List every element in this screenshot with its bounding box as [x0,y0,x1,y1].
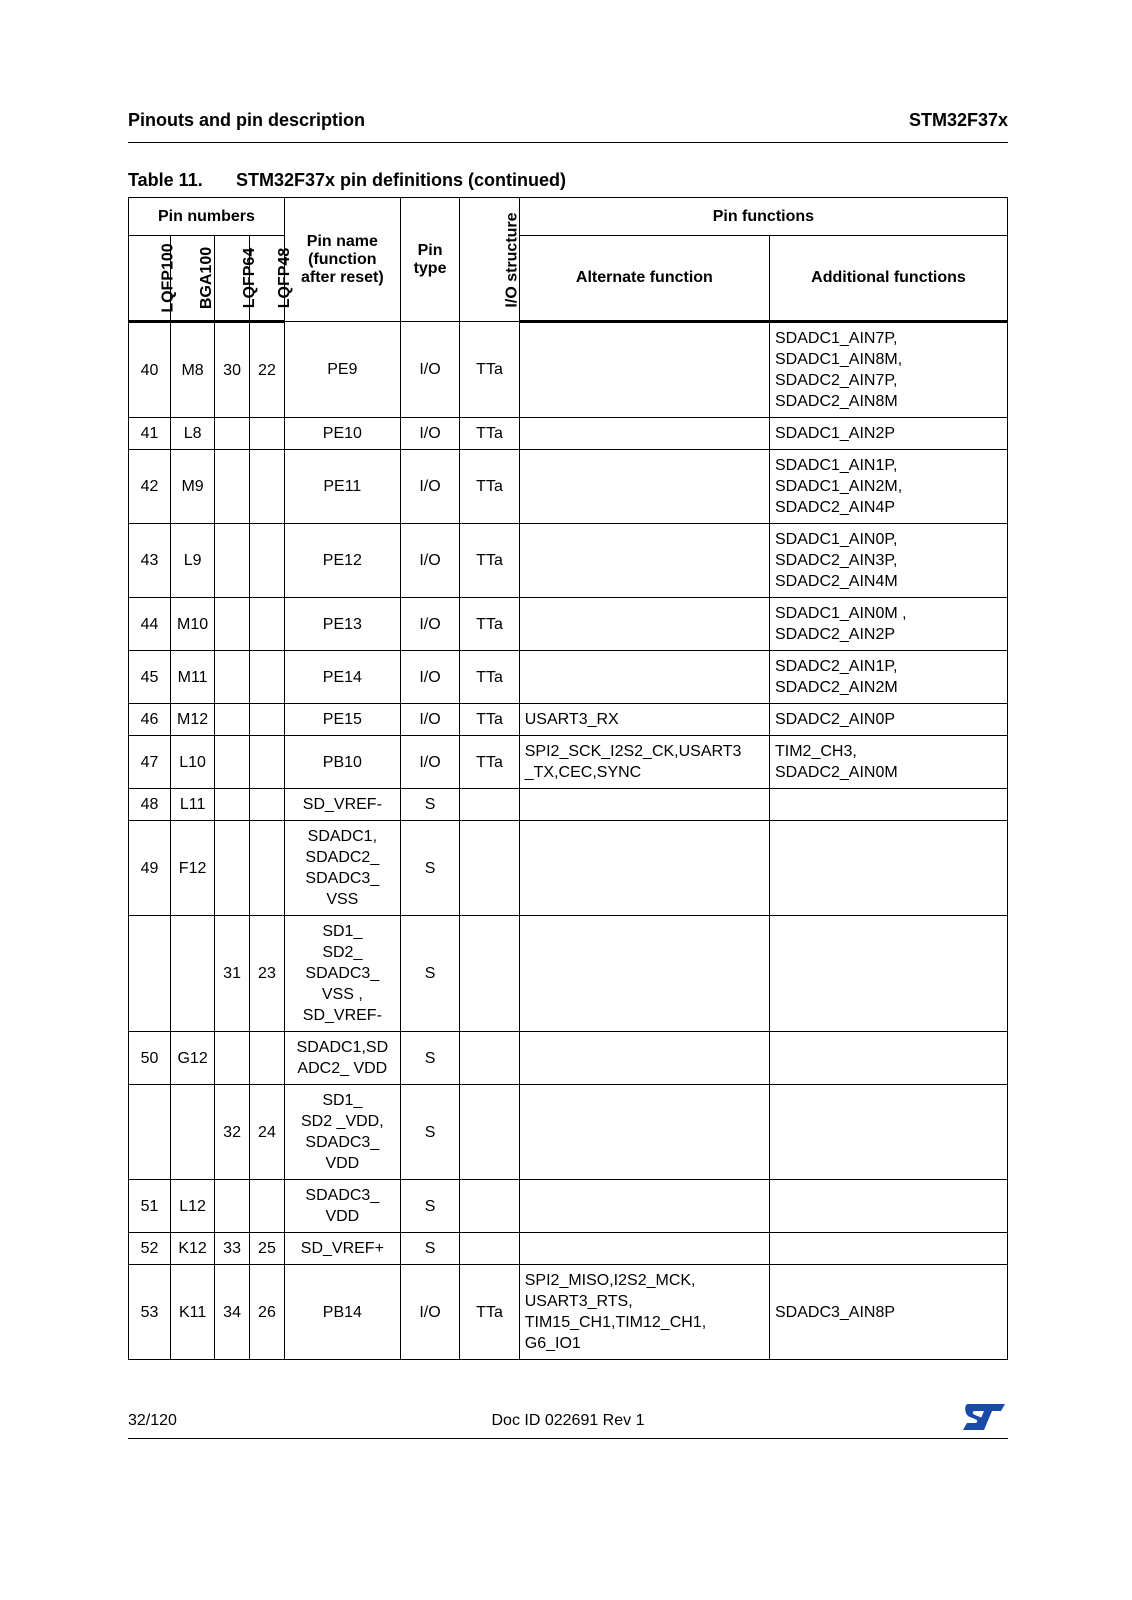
cell-lqfp100: 51 [129,1180,171,1233]
cell-lqfp100: 45 [129,651,171,704]
cell-lqfp64: 31 [215,916,250,1032]
cell-lqfp48 [250,1032,285,1085]
cell-pin-type: S [400,1032,459,1085]
cell-alternate-function [519,1085,769,1180]
cell-pin-type: I/O [400,524,459,598]
cell-alternate-function: SPI2_MISO,I2S2_MCK, USART3_RTS, TIM15_CH1,TIM12_CH1, G6_IO1 [519,1265,769,1360]
cell-io-structure [460,821,519,916]
cell-additional-functions: SDADC2_AIN0P [770,704,1008,736]
cell-bga100: K12 [171,1233,215,1265]
table-title: STM32F37x pin definitions (continued) [236,170,567,190]
cell-io-structure: TTa [460,1265,519,1360]
cell-additional-functions: SDADC1_AIN2P [770,418,1008,450]
cell-pin-name: SD_VREF- [284,789,400,821]
header-io-structure-label: I/O structure [503,211,521,308]
page-number: 32/120 [128,1412,177,1429]
cell-additional-functions: TIM2_CH3, SDADC2_AIN0M [770,736,1008,789]
table-row [129,704,1008,736]
cell-pin-type: I/O [400,1265,459,1360]
cell-lqfp64: 30 [215,322,250,418]
cell-io-structure [460,1085,519,1180]
cell-lqfp100: 46 [129,704,171,736]
cell-io-structure [460,916,519,1032]
cell-additional-functions: SDADC1_AIN0M , SDADC2_AIN2P [770,598,1008,651]
cell-lqfp48 [250,789,285,821]
cell-lqfp100: 47 [129,736,171,789]
header-alternate-function: Alternate function [519,236,769,322]
cell-lqfp48: 24 [250,1085,285,1180]
cell-bga100: M10 [171,598,215,651]
cell-pin-name: PE15 [284,704,400,736]
cell-additional-functions [770,789,1008,821]
cell-io-structure: TTa [460,598,519,651]
cell-alternate-function [519,821,769,916]
table-row [129,524,1008,598]
cell-bga100: M8 [171,322,215,418]
cell-lqfp100: 48 [129,789,171,821]
cell-io-structure: TTa [460,322,519,418]
cell-lqfp64 [215,524,250,598]
cell-lqfp48: 23 [250,916,285,1032]
cell-alternate-function [519,651,769,704]
cell-bga100: M12 [171,704,215,736]
cell-lqfp64 [215,789,250,821]
table-row [129,1032,1008,1085]
header-pin-numbers: Pin numbers [129,198,285,236]
cell-pin-type: I/O [400,704,459,736]
cell-alternate-function [519,789,769,821]
cell-alternate-function [519,598,769,651]
st-logo-icon [962,1402,1006,1437]
cell-io-structure [460,1233,519,1265]
header-pin-name: Pin name (function after reset) [284,198,400,322]
cell-bga100: L11 [171,789,215,821]
table-row [129,322,1008,418]
cell-alternate-function [519,450,769,524]
page-footer [128,1410,1008,1439]
cell-lqfp48 [250,736,285,789]
table-row [129,1265,1008,1360]
cell-additional-functions: SDADC1_AIN7P, SDADC1_AIN8M, SDADC2_AIN7P, SDADC2_AIN8M [770,322,1008,418]
cell-alternate-function [519,1233,769,1265]
cell-lqfp64 [215,736,250,789]
cell-lqfp100: 41 [129,418,171,450]
cell-additional-functions [770,1233,1008,1265]
cell-lqfp64: 34 [215,1265,250,1360]
cell-alternate-function [519,1032,769,1085]
cell-pin-name: PE12 [284,524,400,598]
cell-io-structure: TTa [460,524,519,598]
cell-bga100: G12 [171,1032,215,1085]
cell-lqfp48 [250,524,285,598]
cell-lqfp100: 53 [129,1265,171,1360]
cell-io-structure: TTa [460,418,519,450]
header-pin-functions: Pin functions [519,198,1007,236]
cell-lqfp100 [129,1085,171,1180]
cell-additional-functions [770,821,1008,916]
cell-pin-type: S [400,821,459,916]
cell-alternate-function [519,916,769,1032]
cell-lqfp100: 43 [129,524,171,598]
cell-pin-name: SDADC3_ VDD [284,1180,400,1233]
cell-lqfp64 [215,418,250,450]
cell-bga100: L9 [171,524,215,598]
cell-lqfp48 [250,651,285,704]
cell-lqfp48 [250,704,285,736]
cell-bga100: L8 [171,418,215,450]
cell-io-structure: TTa [460,736,519,789]
cell-pin-name: SDADC1,SD ADC2_ VDD [284,1032,400,1085]
cell-lqfp48 [250,598,285,651]
cell-io-structure [460,1032,519,1085]
header-bga100-label: BGA100 [198,246,216,310]
table-row [129,1233,1008,1265]
cell-pin-name: SD1_ SD2 _VDD, SDADC3_ VDD [284,1085,400,1180]
section-title: Pinouts and pin description [128,110,366,130]
header-lqfp48-label: LQFP48 [276,247,294,309]
cell-bga100 [171,916,215,1032]
cell-pin-name: PE13 [284,598,400,651]
product-name: STM32F37x [908,110,1008,130]
table-row [129,418,1008,450]
cell-lqfp64: 32 [215,1085,250,1180]
cell-lqfp100: 52 [129,1233,171,1265]
table-caption [128,170,566,191]
cell-lqfp48 [250,450,285,524]
cell-io-structure [460,789,519,821]
table-row [129,1085,1008,1180]
cell-io-structure: TTa [460,704,519,736]
table-row [129,651,1008,704]
cell-lqfp100: 44 [129,598,171,651]
cell-pin-type: I/O [400,322,459,418]
cell-pin-type: I/O [400,418,459,450]
cell-pin-name: SDADC1, SDADC2_ SDADC3_ VSS [284,821,400,916]
header-lqfp100 [129,236,177,322]
cell-lqfp48 [250,1180,285,1233]
cell-lqfp48 [250,418,285,450]
cell-lqfp100 [129,916,171,1032]
cell-pin-name: PE14 [284,651,400,704]
cell-lqfp64 [215,651,250,704]
header-lqfp64 [215,236,259,322]
cell-additional-functions: SDADC2_AIN1P, SDADC2_AIN2M [770,651,1008,704]
header-additional-functions: Additional functions [770,236,1008,322]
header-lqfp64-label: LQFP64 [241,247,259,309]
cell-lqfp48: 26 [250,1265,285,1360]
cell-pin-type: I/O [400,651,459,704]
cell-pin-name: PE10 [284,418,400,450]
cell-pin-type: S [400,1233,459,1265]
table-row [129,1180,1008,1233]
cell-lqfp64 [215,598,250,651]
cell-lqfp100: 42 [129,450,171,524]
doc-id: Doc ID 022691 Rev 1 [491,1412,645,1429]
cell-alternate-function [519,524,769,598]
table-row [129,789,1008,821]
cell-pin-name: PE9 [284,322,400,418]
cell-lqfp100: 50 [129,1032,171,1085]
header-io-structure [460,198,519,322]
table-row [129,916,1008,1032]
table-row [129,821,1008,916]
cell-lqfp48: 25 [250,1233,285,1265]
cell-lqfp64 [215,704,250,736]
cell-pin-name: SD1_ SD2_ SDADC3_ VSS , SD_VREF- [284,916,400,1032]
cell-bga100: M11 [171,651,215,704]
table-number: Table 11. [128,170,203,190]
cell-bga100: F12 [171,821,215,916]
cell-pin-type: I/O [400,736,459,789]
cell-lqfp100: 49 [129,821,171,916]
cell-pin-type: I/O [400,598,459,651]
cell-bga100: L10 [171,736,215,789]
cell-lqfp48: 22 [250,322,285,418]
table-row [129,450,1008,524]
cell-alternate-function [519,1180,769,1233]
cell-alternate-function [519,322,769,418]
cell-additional-functions [770,1032,1008,1085]
cell-bga100: K11 [171,1265,215,1360]
cell-pin-name: PB10 [284,736,400,789]
cell-io-structure: TTa [460,450,519,524]
cell-lqfp64 [215,450,250,524]
cell-pin-name: PB14 [284,1265,400,1360]
cell-lqfp64 [215,1180,250,1233]
pin-rows [129,322,1008,1360]
cell-bga100: M9 [171,450,215,524]
cell-alternate-function: USART3_RX [519,704,769,736]
pin-definitions-table [128,197,1008,1360]
table-row [129,598,1008,651]
table-row [129,736,1008,789]
cell-additional-functions: SDADC1_AIN0P, SDADC2_AIN3P, SDADC2_AIN4M [770,524,1008,598]
cell-additional-functions: SDADC3_AIN8P [770,1265,1008,1360]
cell-alternate-function [519,418,769,450]
cell-pin-name: PE11 [284,450,400,524]
cell-lqfp64 [215,821,250,916]
cell-bga100 [171,1085,215,1180]
cell-lqfp100: 40 [129,322,171,418]
header-pin-type: Pin type [400,198,459,322]
cell-pin-type: I/O [400,450,459,524]
cell-pin-type: S [400,1085,459,1180]
cell-additional-functions [770,1085,1008,1180]
cell-lqfp48 [250,821,285,916]
header-lqfp100-label: LQFP100 [159,243,177,313]
cell-lqfp64 [215,1032,250,1085]
cell-pin-type: S [400,789,459,821]
cell-additional-functions: SDADC1_AIN1P, SDADC1_AIN2M, SDADC2_AIN4P [770,450,1008,524]
cell-io-structure: TTa [460,651,519,704]
cell-additional-functions [770,916,1008,1032]
page-header [128,108,1008,143]
cell-io-structure [460,1180,519,1233]
cell-lqfp64: 33 [215,1233,250,1265]
cell-alternate-function: SPI2_SCK_I2S2_CK,USART3 _TX,CEC,SYNC [519,736,769,789]
cell-additional-functions [770,1180,1008,1233]
cell-pin-type: S [400,916,459,1032]
cell-pin-type: S [400,1180,459,1233]
cell-pin-name: SD_VREF+ [284,1233,400,1265]
cell-bga100: L12 [171,1180,215,1233]
